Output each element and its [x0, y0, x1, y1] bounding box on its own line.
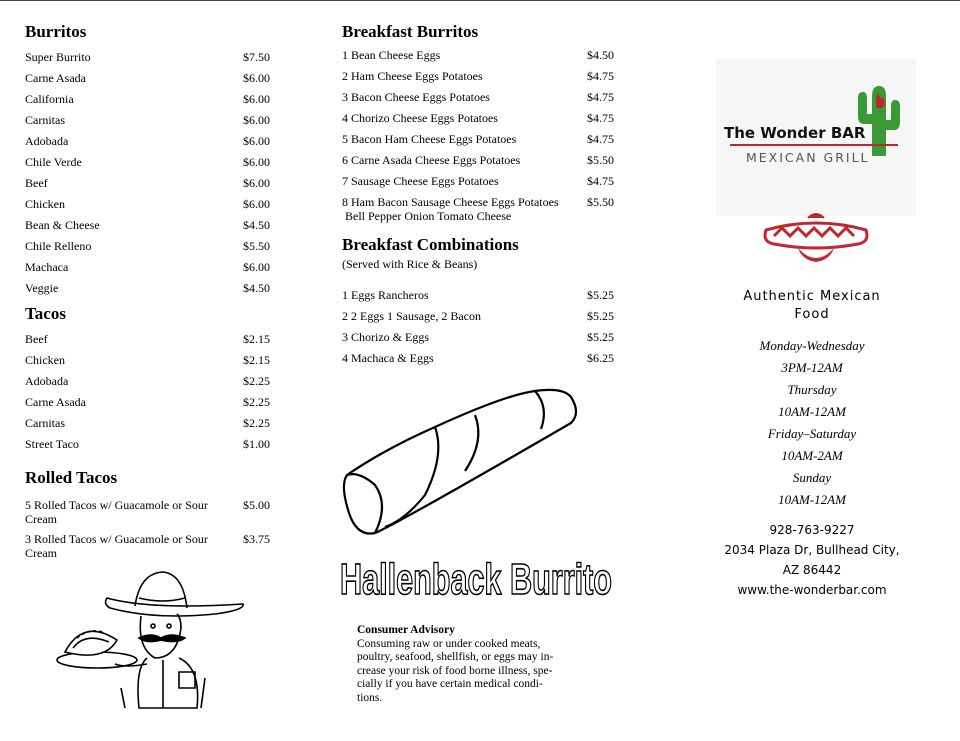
menu-item-price: $4.75: [587, 132, 614, 146]
hours: [712, 335, 912, 511]
menu-item-name: 2 Ham Cheese Eggs Potatoes: [342, 69, 483, 83]
logo-underline: [730, 144, 898, 146]
rolled-tacos-heading: Rolled Tacos: [25, 468, 118, 487]
menu-item: [342, 111, 632, 132]
hours-time-2: 10AM-12AM: [778, 404, 846, 419]
menu-item: [25, 498, 275, 532]
advisory-line-3: crease your risk of food borne illness, spe-: [357, 664, 553, 677]
menu-item-name: 5 Bacon Ham Cheese Eggs Potatoes: [342, 132, 517, 146]
menu-item-name: 1 Eggs Rancheros: [342, 288, 429, 302]
menu-item-name: 4 Chorizo Cheese Eggs Potatoes: [342, 111, 498, 125]
menu-item-price: $4.75: [587, 90, 614, 104]
burrito-drawing-icon: [335, 385, 585, 545]
menu-item-name: 2 2 Eggs 1 Sausage, 2 Bacon: [342, 309, 481, 323]
menu-item: [25, 395, 275, 416]
menu-item: [342, 288, 632, 309]
menu-item-price: $4.50: [587, 48, 614, 62]
breakfast-combinations-list: [342, 288, 632, 372]
menu-item: [25, 332, 275, 353]
menu-item-price: $2.15: [243, 353, 270, 367]
menu-item: [342, 309, 632, 330]
menu-item: [342, 153, 632, 174]
menu-item-price: $2.25: [243, 395, 270, 409]
menu-item-name: 6 Carne Asada Cheese Eggs Potatoes: [342, 153, 521, 167]
menu-item: [342, 69, 632, 90]
menu-item: [25, 437, 275, 458]
menu-item-name: 3 Rolled Tacos w/ Guacamole or Sour Cream: [25, 532, 208, 560]
mexican-man-illustration-icon: [55, 568, 250, 718]
hours-time-1: 3PM-12AM: [781, 360, 843, 375]
menu-item-price: $5.25: [587, 288, 614, 302]
menu-item-name: 7 Sausage Cheese Eggs Potatoes: [342, 174, 499, 188]
menu-item-name: Carnitas: [25, 416, 65, 430]
menu-item: [342, 132, 632, 153]
menu-item-name: Chile Verde: [25, 155, 82, 169]
menu-item-price: $4.75: [587, 174, 614, 188]
menu-item-price: $5.50: [587, 195, 614, 209]
hallenback-burrito-text: Hallenback Burrito: [340, 555, 612, 604]
menu-item: [25, 416, 275, 437]
menu-item: [25, 134, 275, 155]
tacos-list: [25, 332, 275, 458]
menu-item-name: Beef: [25, 176, 48, 190]
menu-item: [25, 218, 275, 239]
menu-item: [25, 92, 275, 113]
logo-name: The Wonder BAR: [724, 124, 866, 142]
menu-item-name: Adobada: [25, 374, 69, 388]
tagline: [712, 288, 912, 324]
menu-item-price: $6.00: [243, 92, 270, 106]
menu-item: [25, 374, 275, 395]
rolled-tacos-list: [25, 498, 275, 566]
menu-item-price: $6.00: [243, 134, 270, 148]
menu-item: [342, 48, 632, 69]
menu-item-name: Super Burrito: [25, 50, 91, 64]
menu-item-price: $5.00: [243, 498, 270, 512]
breakfast-combinations-subtitle: (Served with Rice & Beans): [342, 257, 478, 271]
menu-item-name: Bean & Cheese: [25, 218, 100, 232]
menu-item: [342, 330, 632, 351]
menu-item-price: $6.00: [243, 197, 270, 211]
menu-item-name: 4 Machaca & Eggs: [342, 351, 434, 365]
menu-item-price: $6.00: [243, 176, 270, 190]
menu-item-price: $1.00: [243, 437, 270, 451]
hours-day-3: Friday–Saturday: [767, 426, 857, 441]
hours-day-2: Thursday: [787, 382, 837, 397]
menu-item-price: $7.50: [243, 50, 270, 64]
menu-item-name: Carnitas: [25, 113, 65, 127]
menu-item-name: 1 Bean Cheese Eggs: [342, 48, 441, 62]
contact-info: [712, 520, 912, 600]
middle-column: [342, 22, 632, 372]
menu-item-name: Machaca: [25, 260, 69, 274]
menu-item-name: 3 Bacon Cheese Eggs Potatoes: [342, 90, 490, 104]
menu-item-name: 8 Ham Bacon Sausage Cheese Eggs Potatoes: [342, 195, 559, 209]
menu-item-price: $5.50: [587, 153, 614, 167]
wonder-bar-logo: [716, 58, 916, 216]
menu-item: [342, 195, 632, 223]
menu-item-price: $5.50: [243, 239, 270, 253]
address-line-2: AZ 86442: [782, 563, 842, 577]
menu-item: [25, 281, 275, 302]
menu-item-price: $2.25: [243, 416, 270, 430]
menu-item-price: $4.75: [587, 69, 614, 83]
phone-number: 928-763-9227: [769, 523, 855, 537]
website-link[interactable]: www.the-wonderbar.com: [737, 583, 887, 597]
menu-item: [25, 532, 275, 566]
menu-item-price: $6.00: [243, 113, 270, 127]
hallenback-burrito-title: [336, 548, 616, 606]
menu-item-name: Street Taco: [25, 437, 79, 451]
menu-item-price: $3.75: [243, 532, 270, 546]
menu-item-price: $4.50: [243, 281, 270, 295]
menu-item: [25, 353, 275, 374]
menu-item-price: $6.00: [243, 71, 270, 85]
menu-item-price: $2.15: [243, 332, 270, 346]
menu-item: [25, 155, 275, 176]
burritos-list: [25, 50, 275, 302]
hours-day-1: Monday-Wednesday: [759, 338, 865, 353]
menu-item-price: $5.25: [587, 309, 614, 323]
menu-item-price: $5.25: [587, 330, 614, 344]
menu-item-name: Adobada: [25, 134, 69, 148]
menu-item: [25, 239, 275, 260]
advisory-line-5: tions.: [357, 691, 383, 704]
breakfast-combinations-heading: Breakfast Combinations: [342, 235, 519, 254]
menu-item-price: $2.25: [243, 374, 270, 388]
menu-item: [25, 197, 275, 218]
menu-item-name: Chile Relleno: [25, 239, 92, 253]
hours-time-4: 10AM-12AM: [778, 492, 846, 507]
advisory-line-4: cially if you have certain medical condi-: [357, 678, 543, 690]
menu-item: [342, 174, 632, 195]
hours-time-3: 10AM-2AM: [781, 448, 843, 463]
menu-item-name: Chicken: [25, 197, 65, 211]
breakfast-burritos-list: [342, 48, 632, 223]
advisory-title: Consumer Advisory: [357, 624, 455, 636]
menu-item-name: California: [25, 92, 74, 106]
top-border: [0, 0, 960, 1]
menu-item: [342, 90, 632, 111]
breakfast-burritos-heading: Breakfast Burritos: [342, 22, 479, 41]
address-line-1: 2034 Plaza Dr, Bullhead City,: [724, 543, 900, 557]
menu-item: [25, 50, 275, 71]
tagline-line-1: Authentic Mexican: [743, 289, 881, 304]
advisory-line-2: poultry, seafood, shellfish, or eggs may in-: [357, 651, 554, 663]
hours-day-4: Sunday: [792, 470, 832, 485]
burritos-heading: Burritos: [25, 22, 87, 41]
menu-item-price: $4.50: [243, 218, 270, 232]
cactus-icon: [854, 78, 904, 158]
menu-item: [25, 260, 275, 281]
advisory-line-1: Consuming raw or under cooked meats,: [357, 637, 541, 650]
sombrero-icon: [760, 210, 872, 270]
tagline-line-2: Food: [794, 307, 830, 322]
menu-item-name-continued: Bell Pepper Onion Tomato Cheese: [342, 209, 512, 223]
menu-item-price: $4.75: [587, 111, 614, 125]
menu-item-name: Veggie: [25, 281, 59, 295]
menu-item-name: 3 Chorizo & Eggs: [342, 330, 429, 344]
menu-item: [25, 176, 275, 197]
menu-item: [342, 351, 632, 372]
menu-item-name: 5 Rolled Tacos w/ Guacamole or Sour Cream: [25, 498, 208, 526]
menu-item-name: Carne Asada: [25, 71, 86, 85]
logo-subtitle: MEXICAN GRILL: [746, 150, 870, 165]
menu-item-name: Chicken: [25, 353, 65, 367]
menu-item-price: $6.00: [243, 260, 270, 274]
menu-item: [25, 71, 275, 92]
consumer-advisory: [357, 624, 572, 705]
menu-item-price: $6.00: [243, 155, 270, 169]
menu-item-price: $6.25: [587, 351, 614, 365]
left-column: [25, 22, 275, 566]
menu-item: [25, 113, 275, 134]
menu-item-name: Carne Asada: [25, 395, 86, 409]
menu-item-name: Beef: [25, 332, 48, 346]
tacos-heading: Tacos: [25, 304, 66, 323]
